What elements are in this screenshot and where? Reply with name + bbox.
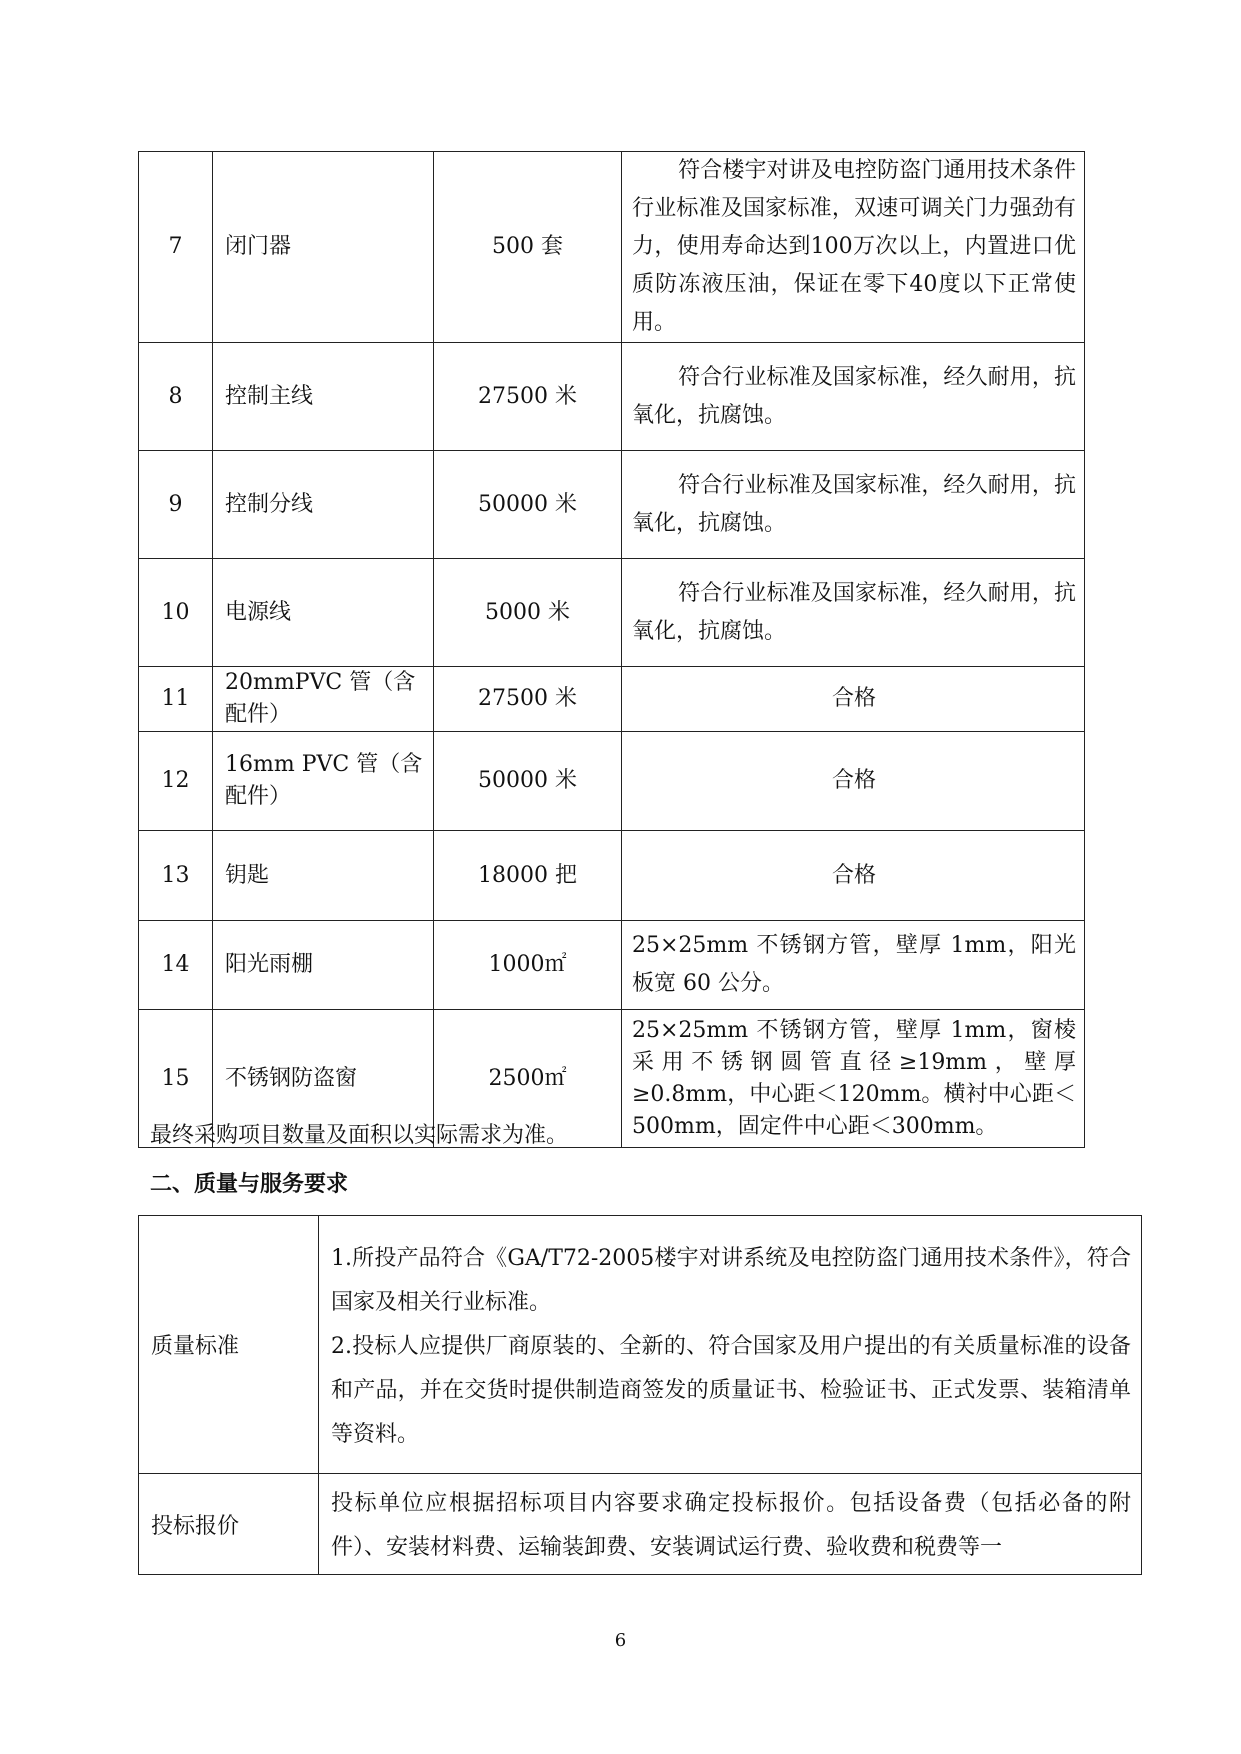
table-row: [139, 921, 1085, 1010]
item-name: 电源线: [213, 559, 434, 667]
item-quantity: 1000㎡: [434, 921, 622, 1010]
table-row: [139, 1474, 1142, 1575]
quality-table: [138, 1215, 1142, 1575]
item-number: 15: [139, 1010, 213, 1148]
item-number: 9: [139, 451, 213, 559]
item-requirement: 25×25mm 不锈钢方管，壁厚 1mm，窗棱采用不锈钢圆管直径≥19mm，壁厚≥0.8mm，中心距＜120mm。横衬中心距＜500mm，固定件中心距＜300mm。: [622, 1010, 1085, 1148]
item-number: 12: [139, 732, 213, 831]
item-name: 控制主线: [213, 343, 434, 451]
quality-standard-item-2: 2.投标人应提供厂商原装的、全新的、符合国家及用户提出的有关质量标准的设备和产品，并在交货时提供制造商签发的质量证书、检验证书、正式发票、装箱清单等资料。: [331, 1333, 1131, 1447]
table-row: [139, 559, 1085, 667]
item-number: 10: [139, 559, 213, 667]
section-heading: 二、质量与服务要求: [150, 1171, 349, 1197]
item-requirement: 符合行业标准及国家标准，经久耐用，抗氧化，抗腐蚀。: [622, 559, 1085, 667]
item-name: 16mm PVC 管（含配件）: [213, 732, 434, 831]
item-number: 14: [139, 921, 213, 1010]
item-name: 钥匙: [213, 831, 434, 921]
item-number: 7: [139, 152, 213, 343]
item-quantity: 50000 米: [434, 451, 622, 559]
item-name: 阳光雨棚: [213, 921, 434, 1010]
item-requirement: 符合楼宇对讲及电控防盗门通用技术条件行业标准及国家标准，双速可调关门力强劲有力，使用寿命达到100万次以上，内置进口优质防冻液压油，保证在零下40度以下正常使用。: [622, 152, 1085, 343]
table-row: [139, 152, 1085, 343]
item-requirement: 符合行业标准及国家标准，经久耐用，抗氧化，抗腐蚀。: [622, 451, 1085, 559]
quality-standard-item-1: 1.所投产品符合《GA/T72-2005楼宇对讲系统及电控防盗门通用技术条件》，符合国家及相关行业标准。: [331, 1245, 1131, 1315]
table-row: [139, 667, 1085, 732]
quantity-note: 最终采购项目数量及面积以实际需求为准。: [150, 1123, 569, 1148]
item-quantity: 18000 把: [434, 831, 622, 921]
bid-price-content: 投标单位应根据招标项目内容要求确定投标报价。包括设备费（包括必备的附件）、安装材料费、运输装卸费、安装调试运行费、验收费和税费等一: [319, 1474, 1142, 1575]
quality-standard-content: [319, 1216, 1142, 1474]
item-requirement: 符合行业标准及国家标准，经久耐用，抗氧化，抗腐蚀。: [622, 343, 1085, 451]
item-name: 闭门器: [213, 152, 434, 343]
table-row: [139, 1216, 1142, 1474]
item-name: 控制分线: [213, 451, 434, 559]
item-requirement: 合格: [622, 667, 1085, 732]
table-row: [139, 831, 1085, 921]
item-number: 11: [139, 667, 213, 732]
item-quantity: 5000 米: [434, 559, 622, 667]
item-quantity: 2500㎡: [434, 1010, 622, 1148]
items-table: [138, 151, 1085, 1148]
item-quantity: 500 套: [434, 152, 622, 343]
table-row: [139, 343, 1085, 451]
bid-price-label: 投标报价: [139, 1474, 319, 1575]
item-quantity: 50000 米: [434, 732, 622, 831]
page-number: 6: [614, 1630, 627, 1651]
item-requirement: 25×25mm 不锈钢方管，壁厚 1mm，阳光板宽 60 公分。: [622, 921, 1085, 1010]
item-requirement: 合格: [622, 732, 1085, 831]
item-quantity: 27500 米: [434, 667, 622, 732]
table-row: [139, 732, 1085, 831]
table-row: [139, 451, 1085, 559]
item-requirement: 合格: [622, 831, 1085, 921]
item-number: 8: [139, 343, 213, 451]
item-quantity: 27500 米: [434, 343, 622, 451]
item-number: 13: [139, 831, 213, 921]
item-name: 20mmPVC 管（含配件）: [213, 667, 434, 732]
quality-standard-label: 质量标准: [139, 1216, 319, 1474]
item-name: 不锈钢防盗窗: [213, 1010, 434, 1148]
